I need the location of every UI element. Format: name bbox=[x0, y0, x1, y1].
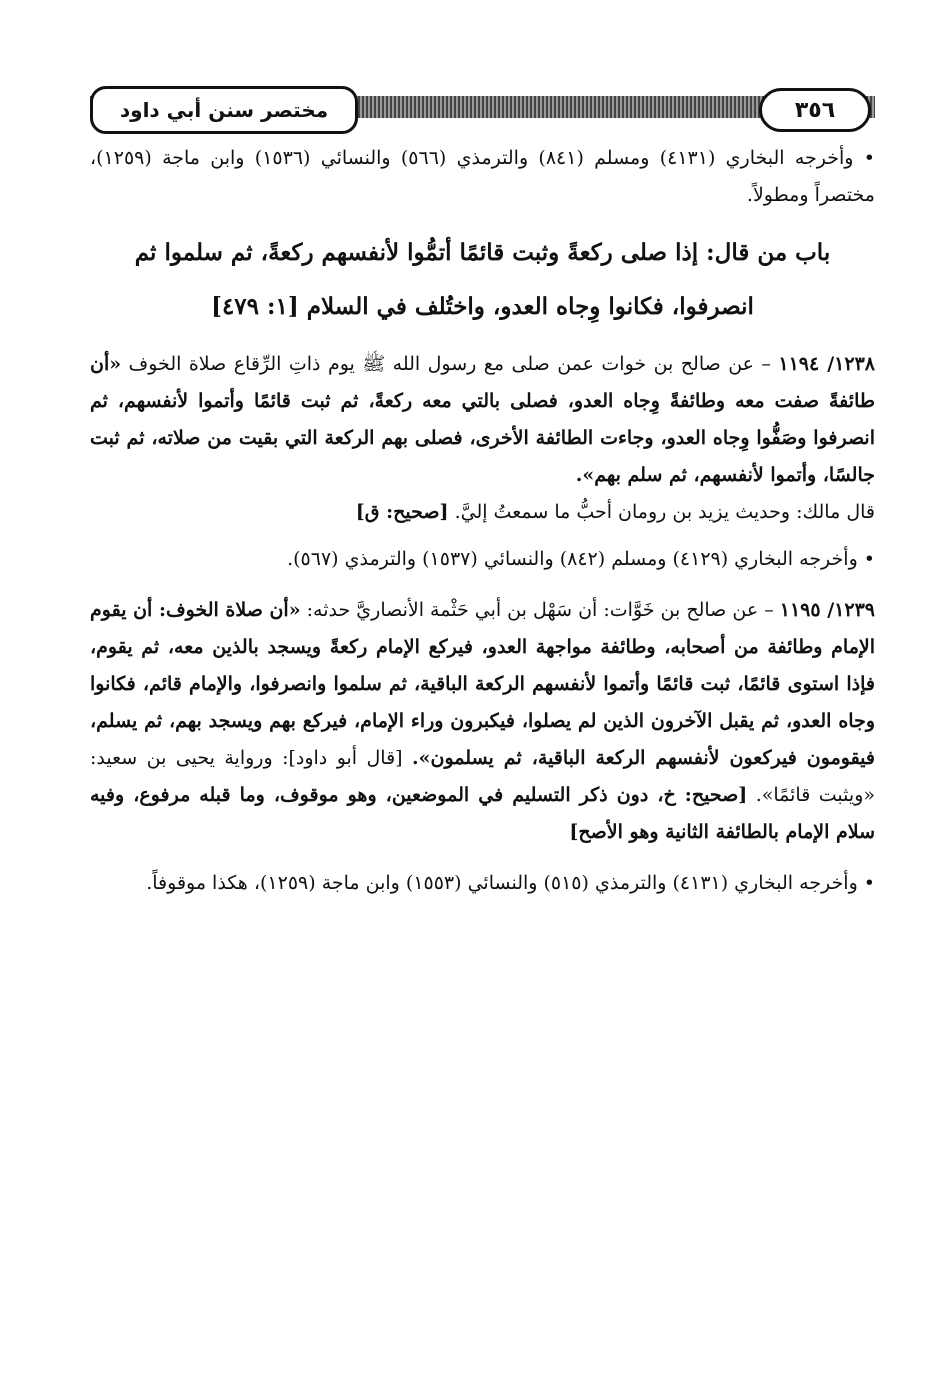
chapter-title: باب من قال: إذا صلى ركعةً وثبت قائمًا أتمُّوا لأنفسهم ركعةً، ثم سلموا ثم انصرفوا، فكانوا وِجاه العدو، واختُلف في السلام bbox=[134, 239, 831, 320]
takhrij-paragraph-2 bbox=[90, 541, 875, 578]
takhrij-text-2: وأخرجه البخاري (٤١٢٩) ومسلم (٨٤٢) والنسائي (١٥٣٧) والترمذي (٥٦٧). bbox=[287, 548, 858, 570]
chapter-heading bbox=[100, 226, 865, 334]
chapter-reference: [١: ٤٧٩] bbox=[211, 293, 299, 320]
hadith-1-number: ١٢٣٨/ ١١٩٤ bbox=[778, 353, 875, 375]
hadith-1-intro: – عن صالح بن خوات عمن صلى مع رسول الله ﷺ يوم ذاتِ الرِّقاع صلاة الخوف bbox=[128, 353, 771, 375]
takhrij-text-3: وأخرجه البخاري (٤١٣١) والترمذي (٥١٥) والنسائي (١٥٥٣) وابن ماجة (١٢٥٩)، هكذا موقوفاً. bbox=[146, 872, 858, 894]
hadith-2-intro: – عن صالح بن خَوَّات: أن سَهْل بن أبي حَثْمة الأنصاريَّ حدثه: bbox=[306, 599, 774, 621]
book-page bbox=[90, 80, 875, 1340]
takhrij-paragraph-1 bbox=[90, 140, 875, 214]
hadith-1-matn: «أن طائفةً صفت معه وطائفةً وِجاه العدو، فصلى بالتي معه ركعةً، ثم ثبت قائمًا وأتموا لأنفسهم، ثم انصرفوا وصَفُّوا وِجاه العدو، وجاءت الطائفة الأخرى، فصلى بهم الركعة التي بقيت من صلاته، ثم ثبت جالسًا، وأتموا لأنفسهم، ثم سلم بهم». bbox=[90, 353, 875, 486]
book-title: مختصر سنن أبي داود bbox=[90, 86, 358, 134]
hadith-1-grade: [صحيح: ق] bbox=[355, 501, 449, 523]
hadith-2-note: [قال أبو داود]: ورواية يحيى بن سعيد: «ويثبت قائمًا». bbox=[90, 747, 875, 806]
takhrij-paragraph-3 bbox=[90, 865, 875, 902]
hadith-2 bbox=[90, 592, 875, 851]
page-content bbox=[90, 140, 875, 902]
page-header bbox=[90, 80, 875, 136]
hadith-2-matn: «أن صلاة الخوف: أن يقوم الإمام وطائفة من أصحابه، وطائفة مواجهة العدو، فيركع الإمام ركعةً ويسجد بالذين معه، ثم يقوم، فإذا استوى قائمًا، ثبت قائمًا وأتموا لأنفسهم الركعة الباقية، ثم سلموا وانصرفوا، والإمام قائم، فكانوا وجاه العدو، ثم يقبل الآخرون الذين لم يصلوا، فيكبرون وراء الإمام، فيركع بهم ويسجد بهم، ثم يسلم، فيقومون فيركعون لأنفسهم الركعة الباقية، ثم يسلمون». bbox=[90, 599, 875, 769]
hadith-2-number: ١٢٣٩/ ١١٩٥ bbox=[779, 599, 875, 621]
hadith-1-note-line bbox=[90, 494, 875, 531]
hadith-1 bbox=[90, 346, 875, 494]
hadith-2-grade: [صحيح: خ، دون ذكر التسليم في الموضعين، وهو موقوف، وما قبله مرفوع، وفيه سلام الإمام بالطائفة الثانية وهو الأصح] bbox=[90, 784, 875, 843]
takhrij-text-1: وأخرجه البخاري (٤١٣١) ومسلم (٨٤١) والترمذي (٥٦٦) والنسائي (١٥٣٦) وابن ماجة (١٢٥٩)، مختصراً ومطولاً. bbox=[90, 147, 875, 206]
page-number: ٣٥٦ bbox=[759, 88, 871, 132]
hadith-1-note: قال مالك: وحديث يزيد بن رومان أحبُّ ما سمعتُ إليَّ. bbox=[454, 501, 875, 523]
